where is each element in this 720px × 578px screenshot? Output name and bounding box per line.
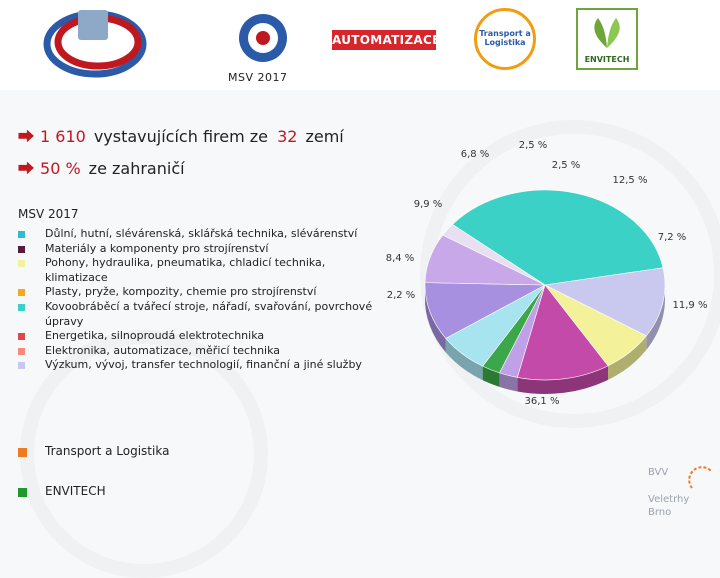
pie-slice-label: 12,5 % xyxy=(612,175,648,186)
foreign-text: ze zahraničí xyxy=(88,159,185,178)
pie-slice-label: 2,5 % xyxy=(518,140,548,151)
pie-slice-label: 2,2 % xyxy=(386,290,416,301)
pie-slice-label: 36,1 % xyxy=(524,396,560,407)
pie-slice-label: 7,2 % xyxy=(657,232,687,243)
legend-label: Elektronika, automatizace, měřicí technika xyxy=(45,343,281,357)
msv-2017-logo-label: MSV 2017 xyxy=(228,71,288,84)
pie-slice-label: 2,5 % xyxy=(551,160,581,171)
bvv-logo-line: Brno xyxy=(648,507,672,518)
pie-slice-label: 6,8 % xyxy=(460,149,490,160)
bvv-logo-line: Veletrhy xyxy=(648,494,690,505)
pie-slice-label: 9,9 % xyxy=(413,199,443,210)
legend-label: Plasty, pryže, kompozity, chemie pro strojírenství xyxy=(45,285,317,299)
arrow-icon: ⮕ xyxy=(18,127,35,146)
pie-slice-label: 8,4 % xyxy=(385,253,415,264)
transport-logistika-logo-text: Transport a Logistika xyxy=(479,29,531,47)
automatizace-logo: AUTOMATIZACE xyxy=(332,30,436,50)
exhibitor-text: vystavujících firem ze xyxy=(93,127,269,146)
legend-extra-label: Transport a Logistika xyxy=(45,444,170,458)
legend-title: MSV 2017 xyxy=(18,207,79,221)
legend-label: Důlní, hutní, slévárenská, sklářská technika, slévárenství xyxy=(45,227,358,240)
country-text: zemí xyxy=(305,127,344,146)
country-count: 32 xyxy=(277,127,298,146)
legend-label: Energetika, silnoproudá elektrotechnika xyxy=(45,329,265,343)
legend-label: Pohony, hydraulika, pneumatika, chladicí technika, klimatizace xyxy=(45,256,326,284)
legend-label: Kovoobráběcí a tvářecí stroje, nářadí, svařování, povrchové úpravy xyxy=(45,299,373,328)
pie-slice-label: 11,9 % xyxy=(672,300,708,311)
bvv-logo-line: BVV xyxy=(648,467,669,478)
legend-label: Materiály a komponenty pro strojírenství xyxy=(45,241,269,255)
arrow-icon: ⮕ xyxy=(18,159,35,178)
legend-extra-label: ENVITECH xyxy=(45,484,106,498)
foreign-share: 50 % xyxy=(40,159,81,178)
exhibitor-count: 1 610 xyxy=(40,127,86,146)
envitech-logo-text: ENVITECH xyxy=(584,55,630,64)
legend-label: Výzkum, vývoj, transfer technologií, finanční a jiné služby xyxy=(45,358,362,372)
